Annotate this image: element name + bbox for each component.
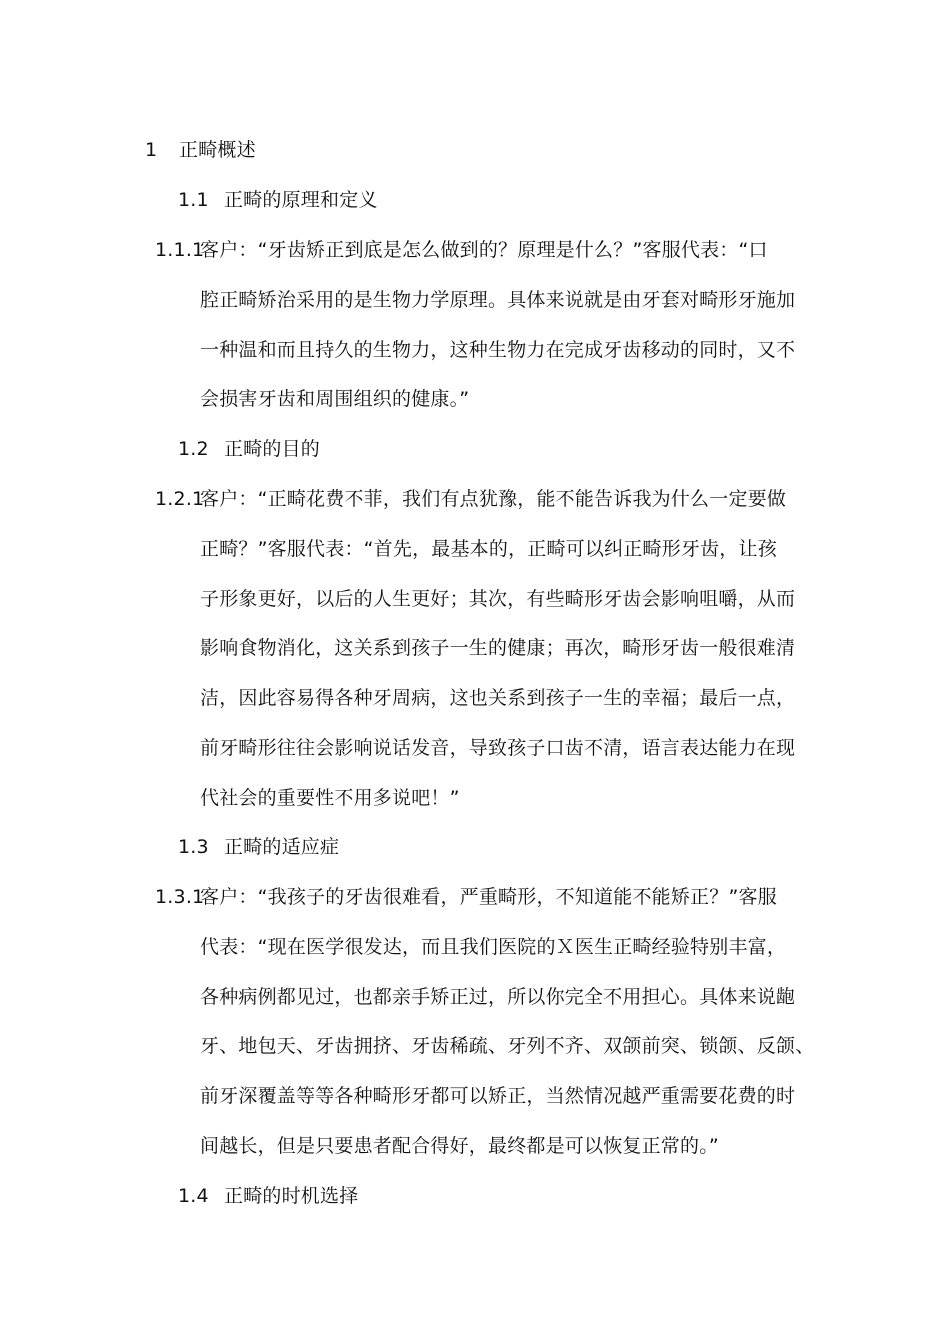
paragraph-line: 影响食物消化，这关系到孩子一生的健康；再次，畸形牙齿一般很难清: [200, 637, 796, 659]
paragraph-line: 各种病例都见过，也都亲手矫正过，所以你完全不用担心。具体来说龅: [200, 986, 796, 1008]
paragraph-line: 洁，因此容易得各种牙周病，这也关系到孩子一生的幸福；最后一点，: [200, 687, 796, 709]
paragraph-line: 客户：“正畸花费不菲，我们有点犹豫，能不能告诉我为什么一定要做: [200, 488, 787, 510]
heading-1: [145, 137, 256, 163]
paragraph-line: 代表：“现在医学很发达，而且我们医院的Ｘ医生正畸经验特别丰富，: [200, 936, 787, 958]
heading-title: 正畸概述: [179, 139, 256, 161]
heading-number: 1.1: [178, 189, 209, 211]
paragraph-line: 正畸？”客服代表：“首先，最基本的，正畸可以纠正畸形牙齿，让孩: [200, 538, 777, 560]
paragraph-1-3-1-number: [155, 884, 204, 910]
heading-title: 正畸的原理和定义: [224, 189, 378, 211]
heading-title: 正畸的时机选择: [224, 1185, 359, 1207]
heading-1-4: [178, 1183, 358, 1209]
heading-1-3: [178, 834, 339, 860]
heading-title: 正畸的目的: [224, 438, 321, 460]
paragraph-line: 子形象更好，以后的人生更好；其次，有些畸形牙齿会影响咀嚼，从而: [200, 588, 796, 610]
paragraph-number: 1.3.1: [155, 886, 205, 908]
paragraph-line: 前牙畸形往往会影响说话发音，导致孩子口齿不清，语言表达能力在现: [200, 737, 796, 759]
heading-title: 正畸的适应症: [224, 836, 340, 858]
paragraph-1-2-1-number: [155, 486, 204, 512]
heading-1-1: [178, 187, 378, 213]
paragraph-line: 一种温和而且持久的生物力，这种生物力在完成牙齿移动的同时，又不: [200, 339, 796, 361]
paragraph-number: 1.1.1: [155, 239, 205, 261]
heading-number: 1.4: [178, 1185, 209, 1207]
paragraph-line: 牙、地包天、牙齿拥挤、牙齿稀疏、牙列不齐、双颌前突、锁颌、反颌、: [200, 1035, 815, 1057]
paragraph-line: 会损害牙齿和周围组织的健康。”: [200, 388, 470, 410]
heading-1-2: [178, 436, 320, 462]
paragraph-line: 腔正畸矫治采用的是生物力学原理。具体来说就是由牙套对畸形牙施加: [200, 289, 796, 311]
paragraph-line: 代社会的重要性不用多说吧！”: [200, 787, 460, 809]
heading-number: 1.3: [178, 836, 209, 858]
heading-number: 1.2: [178, 438, 209, 460]
paragraph-line: 间越长，但是只要患者配合得好，最终都是可以恢复正常的。”: [200, 1135, 719, 1157]
paragraph-1-1-1-number: [155, 237, 204, 263]
paragraph-line: 客户：“牙齿矫正到底是怎么做到的？原理是什么？”客服代表：“口: [200, 239, 768, 261]
heading-number: 1: [145, 139, 158, 161]
paragraph-line: 客户：“我孩子的牙齿很难看，严重畸形，不知道能不能矫正？”客服: [200, 886, 777, 908]
paragraph-number: 1.2.1: [155, 488, 205, 510]
paragraph-line: 前牙深覆盖等等各种畸形牙都可以矫正，当然情况越严重需要花费的时: [200, 1085, 796, 1107]
